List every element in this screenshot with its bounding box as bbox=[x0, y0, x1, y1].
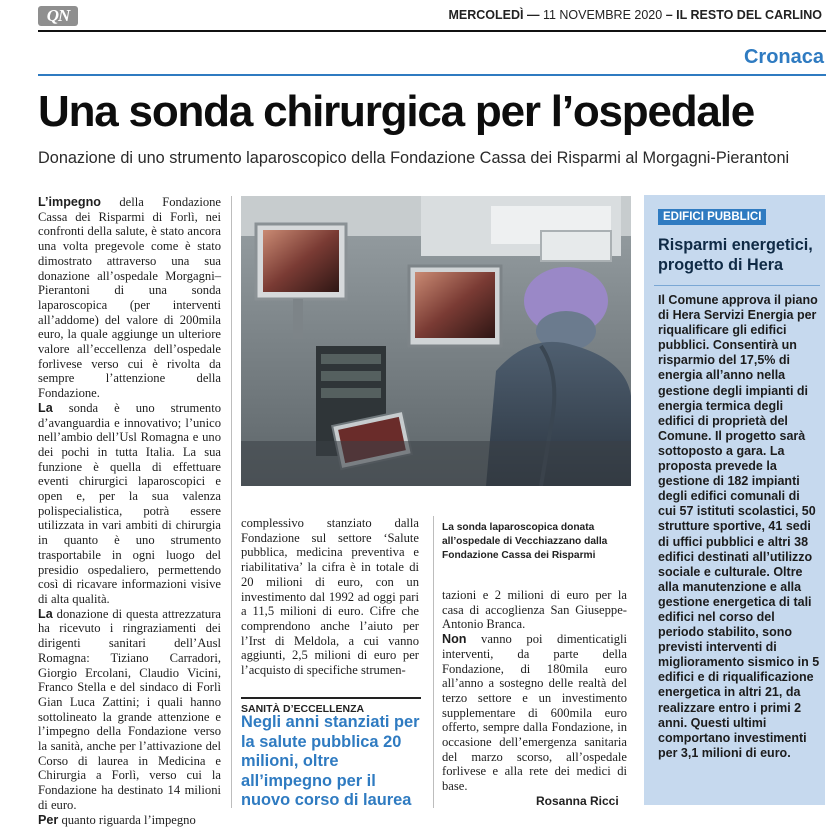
dateline bbox=[448, 8, 822, 22]
paragraph-text: vanno poi dimenticatigli interventi, da parte della Fondazione, di 180mila euro all’anno a sostegno delle realtà del terzo settore e un investimento supplementare di 600mila euro offerto, sempre dalla Fondazione, in occasione dell’emergenza sanitaria del marzo scorso, all’ospedale forlivese e alla rete dei medici di base. bbox=[442, 632, 627, 794]
sidebar-body: approva il piano di Hera Servizi Energia per riqualificare gli edifici pubblici. Consentirà un risparmio del 17,5% di energia all’anno nella gestione degli impianti di energia termica degli edifici di proprietà del Comune. Il progetto sarà sottoposto a gara. La proposta prevede la gestione di 182 impianti degli edifici comunali di cui 57 istituti scolastici, 50 strutture sportive, 41 sedi di uffici pubblici e altri 38 edifici destinati all’utilizzo sociale e culturale. Oltre alla manutenzione e alla gestione energetica di tali edifici nel corso del periodo stabilito, sono previsti interventi di miglioramento sismico in 5 edifici e di riqualificazione energetica in altri 21, da realizzare entro i primi 2 anni. Questi ultimi comportano investimenti per 3,1 milioni di euro. bbox=[658, 293, 820, 760]
column-divider bbox=[231, 196, 232, 808]
sidebar-rule bbox=[654, 285, 820, 286]
paragraph bbox=[38, 401, 221, 607]
column-divider bbox=[433, 516, 434, 808]
article-headline: Una sonda chirurgica per l’ospedale bbox=[38, 87, 754, 136]
section-label: Cronaca bbox=[743, 46, 824, 68]
paragraph-lead: La bbox=[38, 400, 53, 415]
paragraph-lead: Non bbox=[442, 632, 467, 647]
operating-room-photo bbox=[241, 196, 631, 486]
article-column-2 bbox=[241, 516, 419, 678]
paragraph-lead: La bbox=[38, 606, 53, 621]
article-column-3 bbox=[442, 588, 627, 794]
paragraph-text: sonda è uno strumento d’avanguardia e innovativo; l’unico nell’ambio dell’Usl Romagna e uno dei pochi in tutta Italia. La sua funzione è quella di effettuare eventi chirurgici laparoscopici e open e, per la sua valenza polispecialistica, potrà essere utilizzata in vari ambiti di chirurgia in quanto è uno strumento trasportabile in ogni luogo del presidio ospedaliero, permettendo così di ricavare informazioni visive di alta qualità. bbox=[38, 400, 221, 606]
sidebar-text bbox=[658, 293, 820, 761]
paragraph bbox=[442, 632, 627, 794]
paragraph-text: quanto riguarda l’impegno bbox=[58, 812, 196, 827]
paragraph-text: tazioni e 2 milioni di euro per la casa di accoglienza San Giuseppe- Antonio Branca. bbox=[442, 588, 627, 632]
dateline-date: 11 NOVEMBRE 2020 bbox=[542, 8, 663, 22]
paragraph bbox=[38, 607, 221, 813]
sidebar-tag: EDIFICI PUBBLICI bbox=[658, 209, 766, 225]
paragraph bbox=[38, 813, 221, 828]
pull-quote-kicker: SANITÀ D’ECCELLENZA bbox=[241, 697, 421, 715]
paragraph-lead: Per bbox=[38, 812, 59, 827]
paragraph-text: donazione di questa attrezzatura ha ricevuto i ringraziamenti dei dirigenti sanitari dell’Ausl Romagna: Tiziano Carradori, Giorgio Ercolani, Claudio Vicini, Franco Stella e del sindaco di Forlì Gian Luca Zattini; i quali hanno sottolineato la grande attenzione e l’impegno della Fondazione verso la sanità, anche per l’attivazione del Corso di laurea in Medicina e Chirurgia a Forlì, verso cui la Fondazione ha destinato 14 milioni di euro. bbox=[38, 606, 221, 812]
sidebar-title: Risparmi energetici, progetto di Hera bbox=[658, 236, 813, 274]
paragraph-lead: L’impegno bbox=[38, 195, 101, 209]
paragraph bbox=[38, 195, 221, 401]
dateline-day: MERCOLEDÌ bbox=[448, 8, 524, 22]
article-subheadline: Donazione di uno strumento laparoscopico della Fondazione Cassa dei Risparmi al Morgagni-Pierantoni bbox=[38, 149, 790, 167]
pull-quote: Negli anni stanziati per la salute pubblica 20 milioni, oltre all’impegno per il nuovo corso di laurea bbox=[241, 713, 420, 809]
dateline-separator: — bbox=[526, 8, 540, 22]
dateline-separator: – bbox=[665, 8, 673, 22]
newspaper-name: IL RESTO DEL CARLINO bbox=[676, 8, 822, 22]
operating-room-illustration bbox=[241, 196, 631, 486]
paragraph-text: della Fondazione Cassa dei Risparmi di Forlì, nei confronti della salute, è stato ancora una volta pregevole come è stato dimostrato attraverso una sua donazione all’ospedale Morgagni–Pierantoni di una sonda laparoscopica (per interventi all’addome) del valore di 200mila euro, la quale aggiunge un ulteriore valore all’eccellenza dell’ospedale forlivese verso cui è rivolta da sempre l’attenzione della Fondazione. bbox=[38, 195, 221, 401]
sidebar-lead: Il Comune bbox=[658, 293, 719, 307]
photo-caption: La sonda laparoscopica donata all’ospedale di Vecchiazzano dalla Fondazione Cassa dei Risparmi bbox=[442, 522, 608, 561]
author-byline: Rosanna Ricci bbox=[536, 794, 619, 808]
masthead-rule bbox=[38, 30, 826, 32]
qn-logo: QN bbox=[38, 6, 78, 26]
article-column-1 bbox=[38, 195, 221, 827]
paragraph bbox=[442, 588, 627, 632]
paragraph: complessivo stanziato dalla Fondazione sul settore ‘Salute pubblica, medicina preventiva e riabilitativa’ la cifra è in totale di 20 milioni di euro, con un investimento dal 1992 ad oggi pari a 11,5 milioni di euro. Cifre che comprendono anche l’aiuto per l’Irst di Meldola, a cui vanno aggiunti, 2,5 milioni di euro per l’acquisto di specifiche strumen- bbox=[241, 516, 419, 678]
section-rule bbox=[38, 74, 826, 76]
